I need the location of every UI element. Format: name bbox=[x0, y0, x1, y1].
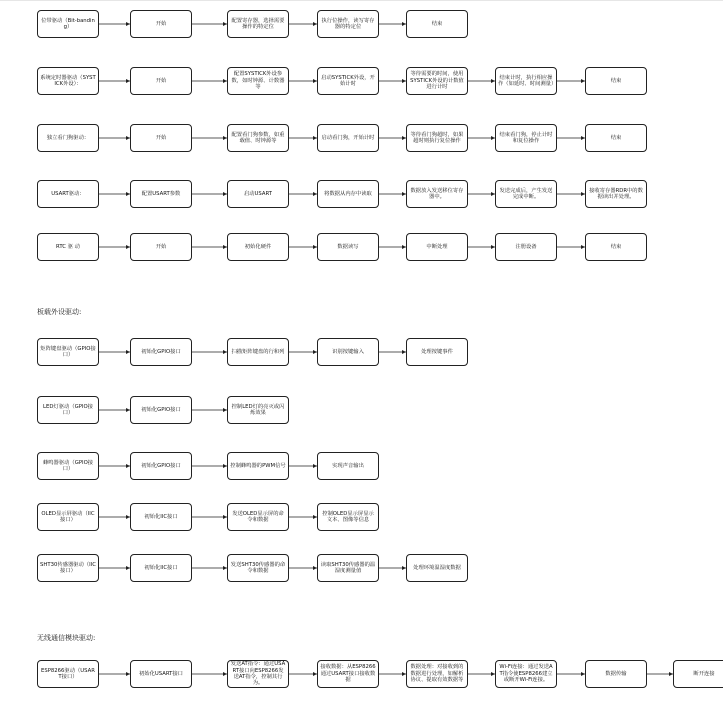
esp8266-step-5-label: 数据处理：对接收到的数据进行处理，如解析协议、提取有效数据等 bbox=[410, 664, 464, 684]
esp8266-step-3-label: 发送AT指令：通过USART接口向ESP8266发送AT指令，控制其行为。 bbox=[230, 661, 286, 687]
usart-step-2 bbox=[130, 180, 192, 208]
oled-step-3 bbox=[227, 503, 289, 531]
oled-step-1-label: OLED显示屏驱动（IIC接口） bbox=[41, 510, 95, 523]
systick-step-6-label: 结束计时，执行相应操作（如延时、时间测量） bbox=[498, 74, 557, 87]
systick-step-1-label: 系统定时器驱动（SYSTICK外设）： bbox=[40, 74, 96, 87]
sht30-step-4-label: 读取SHT30传感器的温湿度测量值 bbox=[320, 561, 376, 574]
esp8266-step-8-label: 断开连接 bbox=[693, 670, 715, 677]
oled-step-3-label: 发送OLED显示屏的命令和数据 bbox=[232, 510, 284, 523]
led-step-1 bbox=[37, 396, 99, 424]
rtc-step-4-label: 数据读写 bbox=[337, 243, 359, 250]
sht30-step-1-label: SHT30传感器驱动（IIC接口） bbox=[40, 561, 96, 574]
esp8266-step-3 bbox=[227, 660, 289, 688]
led-step-2-label: 初始化GPIO接口 bbox=[141, 406, 181, 413]
bitband-step-3-label: 配置寄存器，选择需要操作的特定位 bbox=[231, 17, 285, 30]
esp8266-step-7-label: 数据传输 bbox=[605, 670, 627, 677]
iwdg-step-7 bbox=[585, 124, 647, 152]
iwdg-step-3-label: 配置看门狗参数，如重载值、时钟源等 bbox=[231, 131, 285, 144]
esp8266-step-4 bbox=[317, 660, 379, 688]
systick-step-3 bbox=[227, 67, 289, 95]
oled-step-4-label: 控制OLED显示屏显示文本、图像等信息 bbox=[322, 510, 374, 523]
bitband-step-1 bbox=[37, 10, 99, 38]
systick-step-6 bbox=[495, 67, 557, 95]
iwdg-step-6-label: 结束看门狗，停止计时和复位操作 bbox=[499, 131, 553, 144]
keypad-step-4 bbox=[317, 338, 379, 366]
iwdg-step-4 bbox=[317, 124, 379, 152]
bitband-step-5 bbox=[406, 10, 468, 38]
rtc-step-5-label: 中断处理 bbox=[426, 243, 448, 250]
bitband-step-5-label: 结束 bbox=[431, 20, 443, 27]
rtc-step-4 bbox=[317, 233, 379, 261]
bitband-step-4 bbox=[317, 10, 379, 38]
esp8266-step-8 bbox=[673, 660, 723, 688]
rtc-step-5 bbox=[406, 233, 468, 261]
iwdg-step-6 bbox=[495, 124, 557, 152]
buzzer-step-3-label: 控制蜂鸣器的PWM信号 bbox=[230, 462, 286, 469]
led-step-1-label: LED灯驱动（GPIO接口） bbox=[43, 403, 93, 416]
esp8266-step-1-label: ESP8266驱动（USART接口） bbox=[41, 667, 95, 680]
iwdg-step-4-label: 启动看门狗，开始计时 bbox=[321, 134, 375, 141]
keypad-step-2 bbox=[130, 338, 192, 366]
iwdg-step-2 bbox=[130, 124, 192, 152]
bitband-step-2-label: 开始 bbox=[155, 20, 167, 27]
buzzer-step-1 bbox=[37, 452, 99, 480]
usart-step-4-label: 将数据从内存中读取 bbox=[324, 190, 372, 197]
buzzer-step-4 bbox=[317, 452, 379, 480]
buzzer-step-3 bbox=[227, 452, 289, 480]
keypad-step-5 bbox=[406, 338, 468, 366]
bitband-step-2 bbox=[130, 10, 192, 38]
iwdg-step-5-label: 等待看门狗超时，如果超时则执行复位操作 bbox=[410, 131, 464, 144]
esp8266-step-1 bbox=[37, 660, 99, 688]
led-step-2 bbox=[130, 396, 192, 424]
systick-step-5 bbox=[406, 67, 468, 95]
usart-step-4 bbox=[317, 180, 379, 208]
sht30-step-2-label: 初始化IIC接口 bbox=[144, 564, 178, 571]
top-divider bbox=[0, 0, 723, 1]
sht30-step-5 bbox=[406, 554, 468, 582]
buzzer-step-4-label: 实现声音输出 bbox=[332, 462, 364, 469]
usart-step-7 bbox=[585, 180, 647, 208]
led-step-3 bbox=[227, 396, 289, 424]
keypad-step-5-label: 处理按键事件 bbox=[421, 348, 453, 355]
buzzer-step-2 bbox=[130, 452, 192, 480]
systick-step-2 bbox=[130, 67, 192, 95]
buzzer-step-1-label: 蜂鸣器驱动（GPIO接口） bbox=[42, 459, 94, 472]
esp8266-step-5 bbox=[406, 660, 468, 688]
iwdg-step-3 bbox=[227, 124, 289, 152]
esp8266-step-6-label: Wi-Fi连接：通过发送AT指令使ESP8266建立或断开Wi-Fi连接。 bbox=[499, 664, 553, 684]
keypad-step-4-label: 识别按键输入 bbox=[332, 348, 364, 355]
keypad-step-1 bbox=[37, 338, 99, 366]
rtc-step-7 bbox=[585, 233, 647, 261]
systick-step-4 bbox=[317, 67, 379, 95]
oled-step-2 bbox=[130, 503, 192, 531]
keypad-step-3 bbox=[227, 338, 289, 366]
usart-step-5 bbox=[406, 180, 468, 208]
keypad-step-2-label: 初始化GPIO接口 bbox=[141, 348, 181, 355]
systick-step-3-label: 配置SYSTICK外设参数，如时钟源、计数器等 bbox=[231, 71, 285, 91]
esp8266-step-4-label: 接收数据：从ESP8266通过USART接口接收数据 bbox=[320, 664, 376, 684]
rtc-step-3 bbox=[227, 233, 289, 261]
esp8266-step-6 bbox=[495, 660, 557, 688]
esp8266-step-7 bbox=[585, 660, 647, 688]
rtc-step-6 bbox=[495, 233, 557, 261]
oled-step-1 bbox=[37, 503, 99, 531]
bitband-step-1-label: 位带驱动（Bit-banding） bbox=[41, 17, 95, 30]
rtc-step-7-label: 结束 bbox=[610, 243, 622, 250]
sht30-step-1 bbox=[37, 554, 99, 582]
systick-step-2-label: 开始 bbox=[155, 77, 167, 84]
iwdg-step-7-label: 结束 bbox=[610, 134, 622, 141]
usart-step-6 bbox=[495, 180, 557, 208]
keypad-step-1-label: 矩阵键盘驱动（GPIO接口） bbox=[40, 345, 96, 358]
usart-step-1 bbox=[37, 180, 99, 208]
oled-step-2-label: 初始化IIC接口 bbox=[144, 513, 178, 520]
iwdg-step-2-label: 开始 bbox=[155, 134, 167, 141]
keypad-step-3-label: 扫描矩阵键盘的行和列 bbox=[231, 348, 285, 355]
rtc-step-6-label: 注册设备 bbox=[515, 243, 537, 250]
systick-step-4-label: 启动SYSTICK外设，开始计时 bbox=[321, 74, 375, 87]
rtc-step-3-label: 初始化硬件 bbox=[244, 243, 272, 250]
rtc-step-2 bbox=[130, 233, 192, 261]
usart-step-6-label: 发送完成后，产生发送完成中断。 bbox=[499, 187, 553, 200]
systick-step-5-label: 等待需要的时间，使用SYSTICK外设的计数值进行计时 bbox=[410, 71, 464, 91]
usart-step-7-label: 接收寄存器RDR中的数据读出并处理。 bbox=[589, 187, 643, 200]
sht30-step-3 bbox=[227, 554, 289, 582]
systick-step-1 bbox=[37, 67, 99, 95]
usart-step-2-label: 配置USART参数 bbox=[141, 190, 181, 197]
section-title-board: 板载外设驱动: bbox=[37, 308, 82, 316]
iwdg-step-5 bbox=[406, 124, 468, 152]
sht30-step-4 bbox=[317, 554, 379, 582]
esp8266-step-2-label: 初始化USART接口 bbox=[139, 670, 183, 677]
bitband-step-4-label: 执行位操作，读写寄存器的特定位 bbox=[321, 17, 375, 30]
usart-step-3-label: 启动USART bbox=[243, 190, 273, 197]
section-title-wireless: 无线通信模块驱动: bbox=[37, 634, 96, 642]
bitband-step-3 bbox=[227, 10, 289, 38]
usart-step-1-label: USART驱动： bbox=[51, 190, 85, 197]
systick-step-7-label: 结束 bbox=[610, 77, 622, 84]
rtc-step-1-label: RTC 驱 动 bbox=[56, 243, 80, 250]
led-step-3-label: 控制LED灯的亮灭或闪烁效果 bbox=[231, 403, 285, 416]
esp8266-step-2 bbox=[130, 660, 192, 688]
systick-step-7 bbox=[585, 67, 647, 95]
sht30-step-5-label: 处理环境温湿度数据 bbox=[413, 564, 461, 571]
iwdg-step-1 bbox=[37, 124, 99, 152]
sht30-step-2 bbox=[130, 554, 192, 582]
rtc-step-2-label: 开始 bbox=[155, 243, 167, 250]
iwdg-step-1-label: 独立看门狗驱动： bbox=[46, 134, 90, 141]
usart-step-5-label: 数据放入发送移位寄存器中。 bbox=[410, 187, 464, 200]
buzzer-step-2-label: 初始化GPIO接口 bbox=[141, 462, 181, 469]
rtc-step-1 bbox=[37, 233, 99, 261]
sht30-step-3-label: 发送SHT30传感器的命令和数据 bbox=[230, 561, 286, 574]
oled-step-4 bbox=[317, 503, 379, 531]
usart-step-3 bbox=[227, 180, 289, 208]
